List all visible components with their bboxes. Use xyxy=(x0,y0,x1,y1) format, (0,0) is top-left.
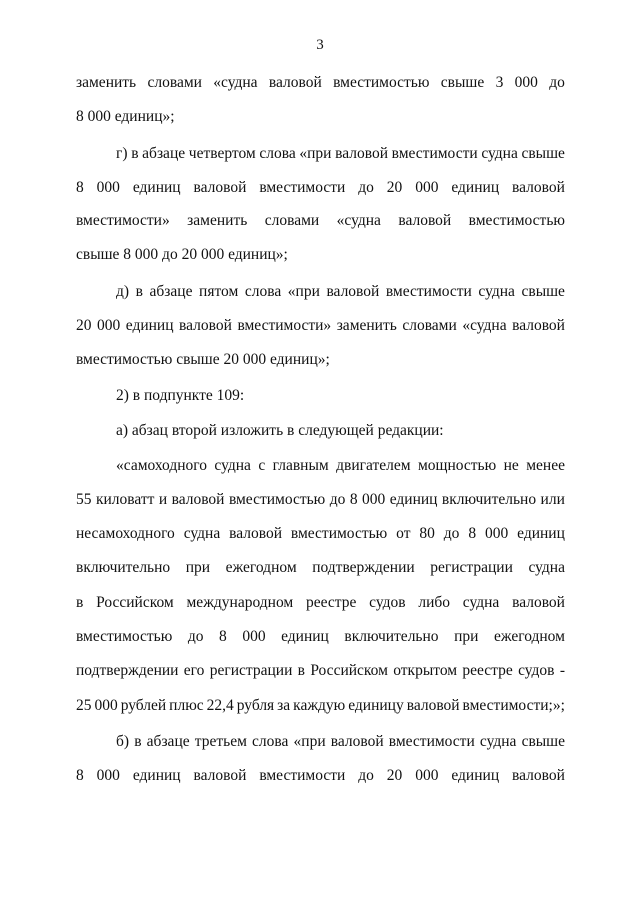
word: до xyxy=(329,491,346,508)
word: подтверждении xyxy=(76,662,179,679)
word: единиц xyxy=(517,525,565,542)
word: судна xyxy=(214,457,251,474)
word: абзаце xyxy=(146,733,190,750)
word: абзаце xyxy=(142,145,186,162)
page-number: 3 xyxy=(316,37,324,53)
word: включительно xyxy=(441,491,537,508)
word: вместимостью xyxy=(468,212,565,229)
word: вместимости xyxy=(391,145,478,162)
text-line xyxy=(116,144,565,164)
word: «самоходного xyxy=(116,457,207,474)
word: слова xyxy=(244,283,282,300)
word: словами xyxy=(264,212,320,229)
word: 000 xyxy=(485,525,509,542)
word: не xyxy=(503,457,519,474)
word: валовой xyxy=(335,145,389,162)
word: вместимостью xyxy=(290,525,388,542)
word: четвертом xyxy=(188,145,256,162)
word: валовой xyxy=(512,594,565,611)
word: третьем xyxy=(194,733,247,750)
text-line xyxy=(76,558,565,578)
word: «судна xyxy=(213,74,258,91)
word: 000 xyxy=(242,628,266,645)
word: вместимости xyxy=(385,283,472,300)
word: 8 xyxy=(219,628,227,645)
word: его xyxy=(183,662,205,679)
text-line: а) абзац второй изложить в следующей редакции: xyxy=(116,422,444,439)
word: свыше xyxy=(521,283,565,300)
word: судна xyxy=(528,559,565,576)
word: валовой xyxy=(512,767,565,784)
word: вместимости xyxy=(259,767,346,784)
word: вместимости xyxy=(388,733,475,750)
word: д) xyxy=(116,283,130,300)
word: открытом xyxy=(393,662,458,679)
word: 000 xyxy=(514,74,538,91)
word: валовой xyxy=(229,525,283,542)
word: единиц xyxy=(281,628,329,645)
word: словами xyxy=(402,317,457,334)
word: менее xyxy=(526,457,565,474)
word: при xyxy=(185,559,211,576)
text-line xyxy=(76,73,565,93)
word: валовой xyxy=(326,283,380,300)
word: единиц xyxy=(125,317,174,334)
word: 000 xyxy=(415,767,439,784)
word: заменить xyxy=(76,74,137,91)
word: - xyxy=(559,662,565,679)
word: судна xyxy=(478,283,515,300)
word: валовой xyxy=(179,317,232,334)
word: свыше xyxy=(521,145,565,162)
text-line xyxy=(116,456,565,476)
word: пятом xyxy=(199,283,239,300)
word: единиц xyxy=(451,179,500,196)
word: 55 xyxy=(76,491,92,508)
word: регистрации xyxy=(430,559,513,576)
word: валовой xyxy=(512,317,565,334)
word: судна xyxy=(479,733,517,750)
word: регистрации xyxy=(209,662,293,679)
word: несамоходного xyxy=(76,525,175,542)
text-line xyxy=(76,316,565,336)
word: «при xyxy=(299,145,332,162)
text-line xyxy=(76,178,565,198)
word: 8 xyxy=(76,767,84,784)
text-line xyxy=(76,490,565,510)
word: абзаце xyxy=(149,283,193,300)
text-line xyxy=(76,661,565,681)
word: единицу xyxy=(348,697,404,714)
word: словами xyxy=(147,74,202,91)
word: включительно xyxy=(344,628,439,645)
word: свыше xyxy=(521,733,565,750)
text-line xyxy=(76,211,565,231)
word: заменить xyxy=(187,212,248,229)
text-line: 2) в подпункте 109: xyxy=(116,387,245,404)
word: вместимостью xyxy=(76,628,173,645)
word: рублей xyxy=(120,697,167,714)
word: «судна xyxy=(336,212,381,229)
word: 000 xyxy=(97,317,121,334)
word: «при xyxy=(293,733,326,750)
word: валовой xyxy=(330,733,384,750)
word: при xyxy=(454,628,479,645)
word: судов xyxy=(518,662,555,679)
word: судов xyxy=(369,594,406,611)
word: вместимости;»; xyxy=(462,697,565,714)
word: за xyxy=(277,697,291,714)
word: свыше xyxy=(440,74,485,91)
word: с xyxy=(258,457,266,474)
word: «судна xyxy=(462,317,507,334)
text-line: 8 000 единиц»; xyxy=(76,108,175,125)
text-line xyxy=(76,524,565,544)
word: 000 xyxy=(362,491,386,508)
word: б) xyxy=(116,733,130,750)
text-line xyxy=(76,627,565,647)
word: «при xyxy=(287,283,320,300)
word: единиц xyxy=(451,767,500,784)
word: 8 xyxy=(468,525,477,542)
word: в xyxy=(297,662,305,679)
word: 20 xyxy=(76,317,92,334)
word: международном xyxy=(186,594,294,611)
word: 000 xyxy=(94,697,118,714)
word: Российском xyxy=(96,594,174,611)
word: в xyxy=(76,594,84,611)
word: 22,4 xyxy=(206,697,234,714)
word: слова xyxy=(252,733,289,750)
word: ежегодном xyxy=(493,628,565,645)
word: единиц xyxy=(132,179,181,196)
word: до xyxy=(187,628,204,645)
word: судна xyxy=(481,145,518,162)
word: 25 xyxy=(76,697,92,714)
text-line xyxy=(76,593,565,613)
word: Российском xyxy=(310,662,388,679)
word: вместимости» xyxy=(237,317,332,334)
word: 000 xyxy=(96,179,120,196)
word: 20 xyxy=(386,179,403,196)
word: реестре xyxy=(462,662,513,679)
word: вместимости» xyxy=(76,212,170,229)
text-line: вместимостью свыше 20 000 единиц»; xyxy=(76,351,330,368)
text-line: свыше 8 000 до 20 000 единиц»; xyxy=(76,246,288,263)
word: каждую xyxy=(293,697,346,714)
word: от xyxy=(396,525,411,542)
word: валовой xyxy=(512,179,565,196)
word: 20 xyxy=(386,767,403,784)
word: валовой xyxy=(398,212,452,229)
word: вместимостью xyxy=(228,491,326,508)
word: реестре xyxy=(306,594,357,611)
word: вместимостью xyxy=(333,74,430,91)
word: вместимости xyxy=(259,179,346,196)
word: и xyxy=(158,491,168,508)
word: до xyxy=(443,525,460,542)
word: включительно xyxy=(76,559,171,576)
word: подтверждении xyxy=(312,559,415,576)
word: судна xyxy=(462,594,500,611)
text-line xyxy=(76,696,565,716)
word: до xyxy=(358,179,374,196)
word: валовой xyxy=(171,491,225,508)
word: 8 xyxy=(349,491,358,508)
text-line xyxy=(116,732,565,752)
word: в xyxy=(135,283,143,300)
word: 000 xyxy=(96,767,120,784)
word: г) xyxy=(116,145,128,162)
word: 3 xyxy=(495,74,504,91)
text-line xyxy=(116,282,565,302)
word: или xyxy=(540,491,565,508)
word: слова xyxy=(259,145,296,162)
word: в xyxy=(134,733,142,750)
word: единиц xyxy=(132,767,181,784)
word: киловатт xyxy=(95,491,155,508)
word: ежегодном xyxy=(225,559,297,576)
word: 80 xyxy=(419,525,435,542)
word: заменить xyxy=(336,317,397,334)
text-line xyxy=(76,766,565,786)
word: до xyxy=(358,767,374,784)
word: валовой xyxy=(268,74,322,91)
word: валовой xyxy=(193,767,247,784)
word: 8 xyxy=(76,179,84,196)
word: в xyxy=(131,145,139,162)
word: валовой xyxy=(193,179,247,196)
word: либо xyxy=(418,594,451,611)
word: рубля xyxy=(236,697,275,714)
word: единиц xyxy=(389,491,438,508)
word: плюс xyxy=(169,697,204,714)
word: до xyxy=(549,74,565,91)
word: валовой xyxy=(406,697,460,714)
word: 000 xyxy=(415,179,439,196)
word: главным xyxy=(272,457,329,474)
word: двигателем xyxy=(336,457,411,474)
word: судна xyxy=(183,525,221,542)
word: мощностью xyxy=(417,457,497,474)
